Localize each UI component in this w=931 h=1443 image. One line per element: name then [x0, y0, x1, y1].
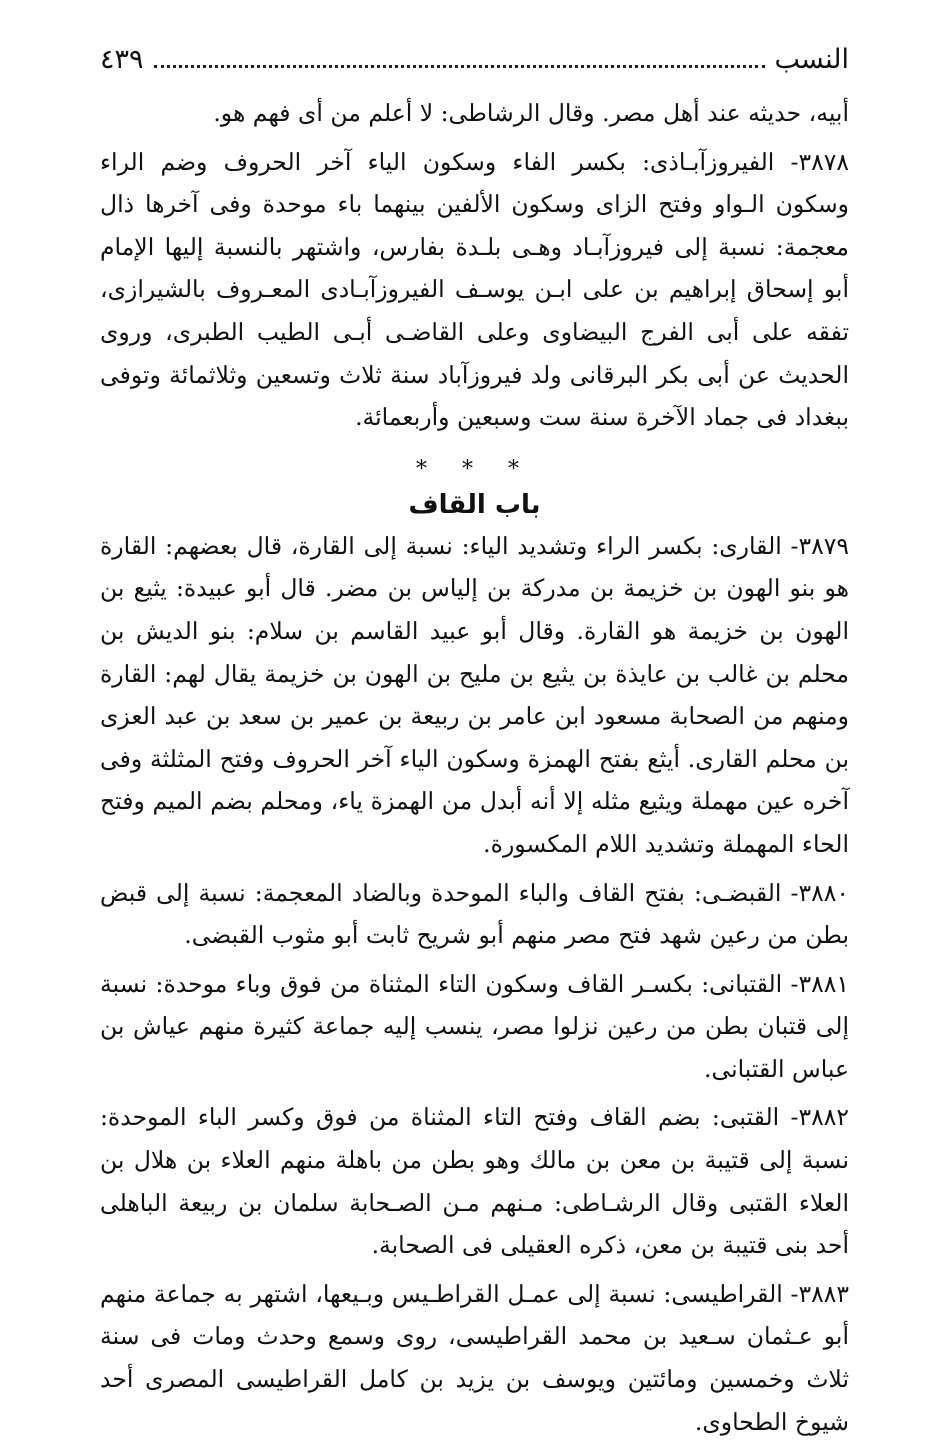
entry-text: الفيروزآبـاذى: بكسر الفاء وسكون الياء آخر الحروف وضم الراء وسكون الـواو وفتح الزاى وسكون الألفين بينهما باء موحدة وفى آخرها ذال معجمة: نسبة إلى فيروزآبـاد وهـى بلـدة بفارس، واشتهر بالنسبة إليها الإمام أبو إسحاق إبراهيم بن على ابـن يوسـف الفيروزآبـادى المعـروف بالشيرازى، تفقه على أبى الفرج البيضاوى وعلى القاضـى أبـى الطيب الطبرى، وروى الحديث عن أبى بكر البرقانى ولد فيروزآباد سنة ثلاث وتسعين وثلاثمائة وتوفى ببغداد فى جماد الآخرة سنة ست وسبعين وأربعمائة. [100, 147, 849, 432]
entry-number: ٣٨٨٠- [790, 878, 849, 907]
continuation-paragraph: أبيه، حديثه عند أهل مصر. وقال الرشاطى: لا أعلم من أى فهم هو. [213, 99, 849, 127]
entry-3881 [100, 963, 849, 1091]
entry-number: ٣٨٧٩- [790, 531, 849, 560]
entry-text: القتبانى: بكسـر القاف وسكون التاء المثناة من فوق وباء موحدة: نسبة إلى قتبان بطن من رعين نزلوا مصر، ينسب إليه جماعة كثيرة منهم عياش بن عباس القتبانى. [100, 969, 849, 1083]
header-leader-dots [154, 47, 765, 68]
entry-3883 [100, 1273, 849, 1443]
entry-number: ٣٨٧٨- [790, 147, 849, 176]
entry-3878 [100, 141, 849, 439]
entry-text: القراطيسى: نسبة إلى عمـل القراطـيس وبـيعها، اشتهر به جماعة منهم أبو عـثمان سـعيد بن محمد القراطيسى، روى وسمع وحدث ومات فى سنة ثلاث وخمسين ومائتين ويوسف بن يزيد بن كامل القراطيسى المصرى أحد شيوخ الطحاوى. [100, 1279, 849, 1436]
entry-text: القبضـى: بفتح القاف والباء الموحدة وبالضاد المعجمة: نسبة إلى قبض بطن من رعين شهد فتح مصر منهم أبو شريح ثابت أبو مثوب القبضى. [100, 878, 849, 950]
entry-text: القتبى: بضم القاف وفتح التاء المثناة من فوق وكسر الباء الموحدة: نسبة إلى قتيبة بن معن بن مالك وهو بطن من باهلة منهم العلاء بن هلال بن العلاء القتبى وقال الرشـاطى: مـنهم مـن الصـحابة سلمان بن ربيعة الباهلى أحد بنى قتيبة بن معن، ذكره العقيلى فى الصحابة. [100, 1103, 849, 1260]
entry-number: ٣٨٨٣- [790, 1279, 849, 1308]
entry-3880 [100, 872, 849, 957]
entry-number: ٣٨٨٢- [790, 1103, 849, 1132]
running-header [100, 38, 849, 82]
header-title: النسب [774, 44, 849, 75]
entry-text: القارى: بكسر الراء وتشديد الياء: نسبة إلى القارة، قال بعضهم: القارة هو بنو الهون بن خزيمة بن مدركة بن إلياس بن مضر. قال أبو عبيدة: يثيع بن الهون بن خزيمة هو القارة. وقال أبو عبيد القاسم بن سلام: بنو الديش بن محلم بن غالب بن عايذة بن يثيع بن مليح بن الهون بن خزيمة يقال لهم: القارة ومنهم من الصحابة مسعود ابن عامر بن ربيعة بن عمير بن سعد بن عبد العزى بن محلم القارى. أيثع بفتح الهمزة وسكون الياء آخر الحروف وفتح المثلثة وفى آخره عين مهملة ويثيع مثله إلا أنه أبدل من الهمزة ياء، ومحلم بضم الميم وفتح الحاء المهملة وتشديد اللام المكسورة. [100, 531, 849, 858]
book-page [100, 38, 849, 1443]
page-number: ٤٣٩ [100, 44, 144, 75]
entry-number: ٣٨٨١- [790, 969, 849, 998]
entry-3882 [100, 1096, 849, 1266]
entry-3879 [100, 525, 849, 866]
chapter-heading: باب القاف [408, 489, 541, 520]
section-separator: * * * [416, 456, 533, 482]
